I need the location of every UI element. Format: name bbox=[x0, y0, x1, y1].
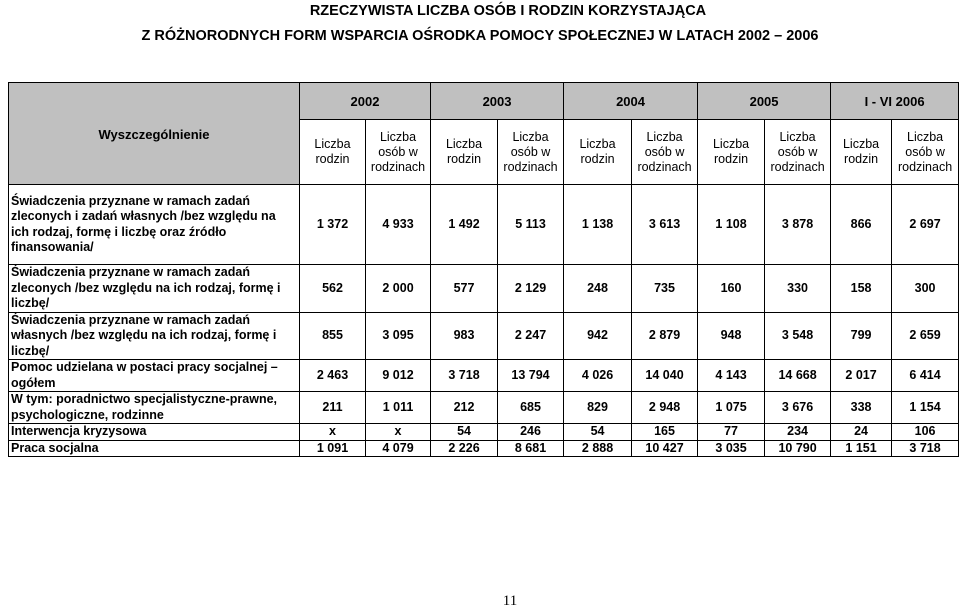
table-row bbox=[9, 424, 959, 441]
table-cell: 24 bbox=[831, 424, 892, 441]
table-cell: 3 878 bbox=[765, 185, 831, 265]
row-label: Praca socjalna bbox=[9, 440, 300, 457]
year-header: 2004 bbox=[564, 83, 698, 120]
year-header: I - VI 2006 bbox=[831, 83, 959, 120]
table-row bbox=[9, 440, 959, 457]
statistics-table bbox=[8, 82, 959, 457]
table-row bbox=[9, 312, 959, 360]
table-cell: 13 794 bbox=[498, 360, 564, 392]
corner-header: Wyszczególnienie bbox=[9, 83, 300, 185]
table-cell: 942 bbox=[564, 312, 632, 360]
table-cell: 9 012 bbox=[366, 360, 431, 392]
table-cell: 1 091 bbox=[300, 440, 366, 457]
table-cell: 2 888 bbox=[564, 440, 632, 457]
column-header-rodzin: Liczba rodzin bbox=[300, 120, 366, 185]
page-number: 11 bbox=[502, 593, 518, 609]
table-cell: 8 681 bbox=[498, 440, 564, 457]
table-cell: 234 bbox=[765, 424, 831, 441]
year-header: 2003 bbox=[431, 83, 564, 120]
table-cell: 1 154 bbox=[892, 392, 959, 424]
year-header: 2005 bbox=[698, 83, 831, 120]
table-row bbox=[9, 185, 959, 265]
table-cell: 2 247 bbox=[498, 312, 564, 360]
table-cell: 3 718 bbox=[892, 440, 959, 457]
table-row bbox=[9, 392, 959, 424]
row-label: W tym: poradnictwo specjalistyczne-prawne, psychologiczne, rodzinne bbox=[9, 392, 300, 424]
table-cell: 248 bbox=[564, 265, 632, 313]
table-cell: 3 613 bbox=[632, 185, 698, 265]
column-header-rodzin: Liczba rodzin bbox=[698, 120, 765, 185]
table-cell: 4 079 bbox=[366, 440, 431, 457]
table-cell: 4 026 bbox=[564, 360, 632, 392]
table-cell: 562 bbox=[300, 265, 366, 313]
table-cell: 3 676 bbox=[765, 392, 831, 424]
column-header-osob: Liczba osób w rodzinach bbox=[366, 120, 431, 185]
column-header-osob: Liczba osób w rodzinach bbox=[892, 120, 959, 185]
table-cell: 54 bbox=[431, 424, 498, 441]
row-label: Interwencja kryzysowa bbox=[9, 424, 300, 441]
table-cell: 338 bbox=[831, 392, 892, 424]
table-cell: 2 017 bbox=[831, 360, 892, 392]
table-cell: 2 659 bbox=[892, 312, 959, 360]
table-cell: 2 697 bbox=[892, 185, 959, 265]
table-cell: 2 879 bbox=[632, 312, 698, 360]
table-cell: 300 bbox=[892, 265, 959, 313]
table-cell: 211 bbox=[300, 392, 366, 424]
table-cell: 165 bbox=[632, 424, 698, 441]
table-cell: 3 035 bbox=[698, 440, 765, 457]
table-cell: 866 bbox=[831, 185, 892, 265]
table-cell: 983 bbox=[431, 312, 498, 360]
table-cell: 685 bbox=[498, 392, 564, 424]
table-cell: 577 bbox=[431, 265, 498, 313]
row-label: Świadczenia przyznane w ramach zadań własnych /bez względu na ich rodzaj, formę i liczbę/ bbox=[9, 312, 300, 360]
row-label: Świadczenia przyznane w ramach zadań zleconych /bez względu na ich rodzaj, formę i liczbę/ bbox=[9, 265, 300, 313]
table-row bbox=[9, 360, 959, 392]
table-cell: 2 129 bbox=[498, 265, 564, 313]
table-cell: 1 108 bbox=[698, 185, 765, 265]
column-header-osob: Liczba osób w rodzinach bbox=[765, 120, 831, 185]
table-cell: 1 075 bbox=[698, 392, 765, 424]
table-cell: 158 bbox=[831, 265, 892, 313]
column-header-osob: Liczba osób w rodzinach bbox=[632, 120, 698, 185]
table-row bbox=[9, 265, 959, 313]
table-body bbox=[9, 185, 959, 457]
table-cell: 1 138 bbox=[564, 185, 632, 265]
table-cell: x bbox=[366, 424, 431, 441]
table-cell: 735 bbox=[632, 265, 698, 313]
row-label: Pomoc udzielana w postaci pracy socjalnej – ogółem bbox=[9, 360, 300, 392]
column-header-rodzin: Liczba rodzin bbox=[431, 120, 498, 185]
table-cell: 330 bbox=[765, 265, 831, 313]
table-cell: 948 bbox=[698, 312, 765, 360]
table-cell: 1 492 bbox=[431, 185, 498, 265]
document-title-line-2: Z RÓŻNORODNYCH FORM WSPARCIA OŚRODKA POMOCY SPOŁECZNEJ W LATACH 2002 – 2006 bbox=[141, 28, 819, 44]
year-header-row bbox=[9, 83, 959, 120]
table-cell: 3 548 bbox=[765, 312, 831, 360]
table-cell: 160 bbox=[698, 265, 765, 313]
table-cell: 106 bbox=[892, 424, 959, 441]
column-header-osob: Liczba osób w rodzinach bbox=[498, 120, 564, 185]
table-cell: 1 372 bbox=[300, 185, 366, 265]
table-cell: 829 bbox=[564, 392, 632, 424]
column-header-rodzin: Liczba rodzin bbox=[831, 120, 892, 185]
row-label: Świadczenia przyznane w ramach zadań zleconych i zadań własnych /bez względu na ich rodzaj, formę i liczbę oraz źródło finansowania/ bbox=[9, 185, 300, 265]
table-cell: 3 095 bbox=[366, 312, 431, 360]
table-cell: 54 bbox=[564, 424, 632, 441]
table-cell: 2 463 bbox=[300, 360, 366, 392]
year-header: 2002 bbox=[300, 83, 431, 120]
table-cell: 1 151 bbox=[831, 440, 892, 457]
table-cell: 2 000 bbox=[366, 265, 431, 313]
table-cell: 855 bbox=[300, 312, 366, 360]
table-cell: 2 948 bbox=[632, 392, 698, 424]
table-cell: 4 143 bbox=[698, 360, 765, 392]
column-header-rodzin: Liczba rodzin bbox=[564, 120, 632, 185]
document-title-line-1: RZECZYWISTA LICZBA OSÓB I RODZIN KORZYSTAJĄCA bbox=[309, 3, 707, 19]
table-cell: 1 011 bbox=[366, 392, 431, 424]
table-cell: 3 718 bbox=[431, 360, 498, 392]
table-cell: 14 668 bbox=[765, 360, 831, 392]
table-cell: 14 040 bbox=[632, 360, 698, 392]
table-cell: 77 bbox=[698, 424, 765, 441]
table-cell: 799 bbox=[831, 312, 892, 360]
table-cell: 10 790 bbox=[765, 440, 831, 457]
table-cell: 246 bbox=[498, 424, 564, 441]
table-cell: 6 414 bbox=[892, 360, 959, 392]
table-cell: x bbox=[300, 424, 366, 441]
table-cell: 212 bbox=[431, 392, 498, 424]
table-cell: 5 113 bbox=[498, 185, 564, 265]
table-cell: 10 427 bbox=[632, 440, 698, 457]
table-cell: 2 226 bbox=[431, 440, 498, 457]
table-cell: 4 933 bbox=[366, 185, 431, 265]
